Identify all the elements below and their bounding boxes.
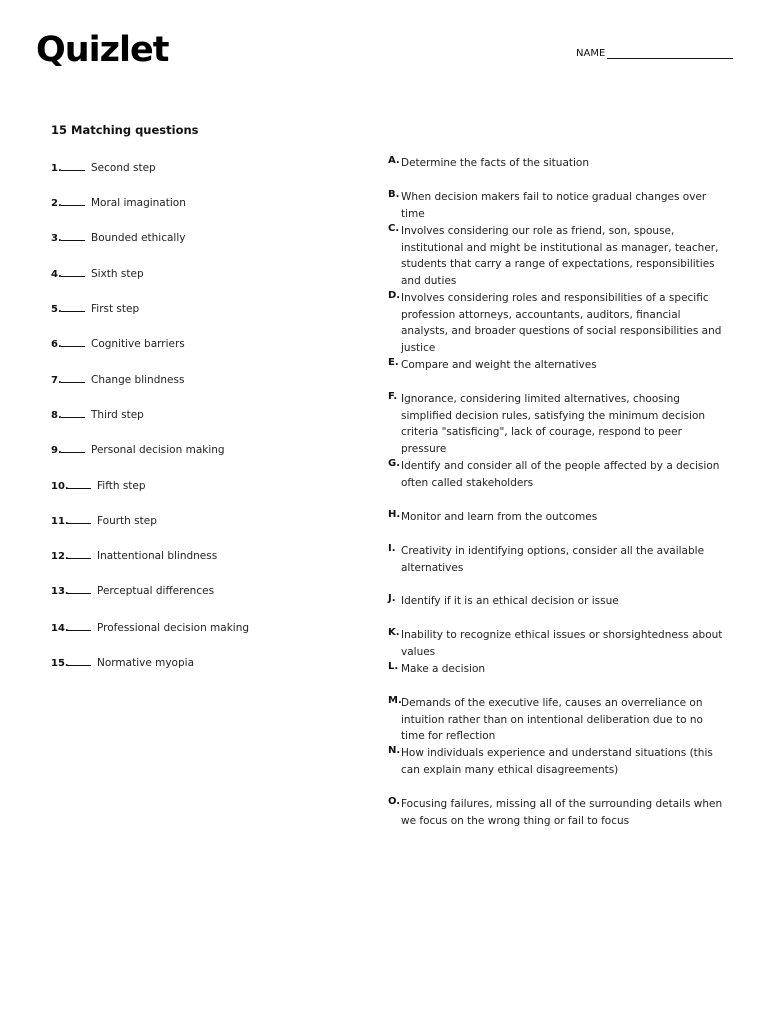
answer-blank[interactable]	[67, 478, 91, 489]
question-text: Bounded ethically	[91, 232, 186, 244]
answer-letter: A.	[388, 155, 400, 166]
question-text: Third step	[91, 409, 144, 421]
question-text: Sixth step	[91, 268, 144, 280]
question-text: Second step	[91, 162, 156, 174]
answer-text: How individuals experience and understand situations (this can explain many ethical disagreements)	[401, 747, 713, 776]
question-item	[51, 513, 157, 529]
name-input-line[interactable]	[607, 46, 733, 59]
question-number: 2.	[51, 198, 62, 209]
answer-letter: J.	[388, 593, 396, 604]
question-number: 5.	[51, 304, 62, 315]
answer-blank[interactable]	[61, 160, 85, 171]
answer-item	[388, 189, 728, 222]
answer-text: When decision makers fail to notice gradual changes over time	[401, 191, 707, 220]
answer-item	[388, 391, 728, 458]
question-item	[51, 195, 186, 211]
answer-text: Inability to recognize ethical issues or shorsightedness about values	[401, 629, 723, 658]
question-text: Moral imagination	[91, 197, 186, 209]
question-item	[51, 160, 156, 176]
question-item	[51, 478, 146, 494]
answer-item	[388, 290, 728, 357]
question-number: 6.	[51, 339, 62, 350]
question-number: 8.	[51, 410, 62, 421]
name-label: NAME	[576, 48, 606, 59]
answer-item	[388, 155, 728, 172]
answer-blank[interactable]	[61, 230, 85, 241]
question-item	[51, 442, 225, 458]
answer-item	[388, 357, 728, 374]
question-number: 7.	[51, 375, 62, 386]
answer-text: Monitor and learn from the outcomes	[401, 511, 598, 523]
question-item	[51, 266, 144, 282]
answer-blank[interactable]	[61, 266, 85, 277]
answer-letter: H.	[388, 509, 401, 520]
answer-text: Identify if it is an ethical decision or issue	[401, 595, 619, 607]
answer-blank[interactable]	[67, 513, 91, 524]
answer-item	[388, 745, 728, 778]
question-item	[51, 583, 214, 599]
answer-item	[388, 543, 728, 576]
question-text: Inattentional blindness	[97, 550, 218, 562]
question-item	[51, 620, 249, 636]
answer-letter: K.	[388, 627, 400, 638]
question-item	[51, 230, 185, 246]
question-item	[51, 301, 139, 317]
answer-item	[388, 223, 728, 290]
question-item	[51, 655, 194, 671]
answer-item	[388, 661, 728, 678]
answer-text: Make a decision	[401, 663, 486, 675]
question-item	[51, 336, 185, 352]
answer-letter: G.	[388, 458, 401, 469]
question-text: Fourth step	[97, 515, 157, 527]
answer-letter: D.	[388, 290, 401, 301]
question-text: Normative myopia	[97, 657, 195, 669]
question-number: 15.	[51, 658, 69, 669]
answer-blank[interactable]	[67, 655, 91, 666]
answer-text: Demands of the executive life, causes an overreliance on intuition rather than on intentional deliberation due to no time for reflection	[401, 697, 703, 743]
question-number: 11.	[51, 516, 69, 527]
answer-text: Involves considering our role as friend, son, spouse, institutional and might be institutional as manager, teacher, students that carry a range of expectations, responsibilities and duties	[401, 225, 719, 288]
answer-blank[interactable]	[61, 301, 85, 312]
question-number: 10.	[51, 481, 69, 492]
answer-text: Involves considering roles and responsibilities of a specific profession attorneys, accountants, auditors, financial analysts, and broader questions of social responsibilities and justice	[401, 292, 722, 355]
question-number: 1.	[51, 163, 62, 174]
answer-letter: O.	[388, 796, 401, 807]
answer-blank[interactable]	[61, 407, 85, 418]
question-text: Personal decision making	[91, 444, 225, 456]
answer-item	[388, 593, 728, 610]
answer-text: Ignorance, considering limited alternatives, choosing simplified decision rules, satisfying the minimum decision criteria "satisficing", lack of courage, respond to peer pressure	[401, 393, 706, 456]
name-field[interactable]	[576, 46, 733, 59]
question-text: Fifth step	[97, 480, 146, 492]
question-number: 4.	[51, 269, 62, 280]
answer-blank[interactable]	[61, 195, 85, 206]
answer-item	[388, 627, 728, 660]
answer-letter: B.	[388, 189, 400, 200]
answer-text: Creativity in identifying options, consider all the available alternatives	[401, 545, 705, 574]
answer-blank[interactable]	[61, 336, 85, 347]
question-number: 13.	[51, 586, 69, 597]
answer-letter: F.	[388, 391, 398, 402]
answer-blank[interactable]	[67, 583, 91, 594]
question-item	[51, 407, 144, 423]
answer-letter: M.	[388, 695, 402, 706]
answer-letter: L.	[388, 661, 399, 672]
answer-item	[388, 695, 728, 745]
answer-item	[388, 458, 728, 491]
answer-blank[interactable]	[61, 372, 85, 383]
answer-text: Focusing failures, missing all of the surrounding details when we focus on the wrong thing or fail to focus	[401, 798, 723, 827]
answer-text: Compare and weight the alternatives	[401, 359, 597, 371]
answer-letter: C.	[388, 223, 400, 234]
quizlet-logo: Quizlet	[36, 30, 169, 70]
answer-text: Determine the facts of the situation	[401, 157, 589, 169]
section-title: 15 Matching questions	[51, 123, 199, 137]
question-item	[51, 548, 217, 564]
answer-blank[interactable]	[61, 442, 85, 453]
answer-text: Identify and consider all of the people affected by a decision often called stakeholders	[401, 460, 720, 489]
question-text: Perceptual differences	[97, 585, 215, 597]
question-number: 14.	[51, 623, 69, 634]
answer-item	[388, 796, 728, 829]
answer-letter: E.	[388, 357, 399, 368]
answer-letter: N.	[388, 745, 401, 756]
answer-blank[interactable]	[67, 548, 91, 559]
question-number: 12.	[51, 551, 69, 562]
question-text: Professional decision making	[97, 622, 250, 634]
answer-blank[interactable]	[67, 620, 91, 631]
question-text: Cognitive barriers	[91, 338, 185, 350]
question-text: First step	[91, 303, 140, 315]
question-item	[51, 372, 184, 388]
question-number: 3.	[51, 233, 62, 244]
question-text: Change blindness	[91, 374, 185, 386]
answer-item	[388, 509, 728, 526]
answer-letter: I.	[388, 543, 396, 554]
question-number: 9.	[51, 445, 62, 456]
